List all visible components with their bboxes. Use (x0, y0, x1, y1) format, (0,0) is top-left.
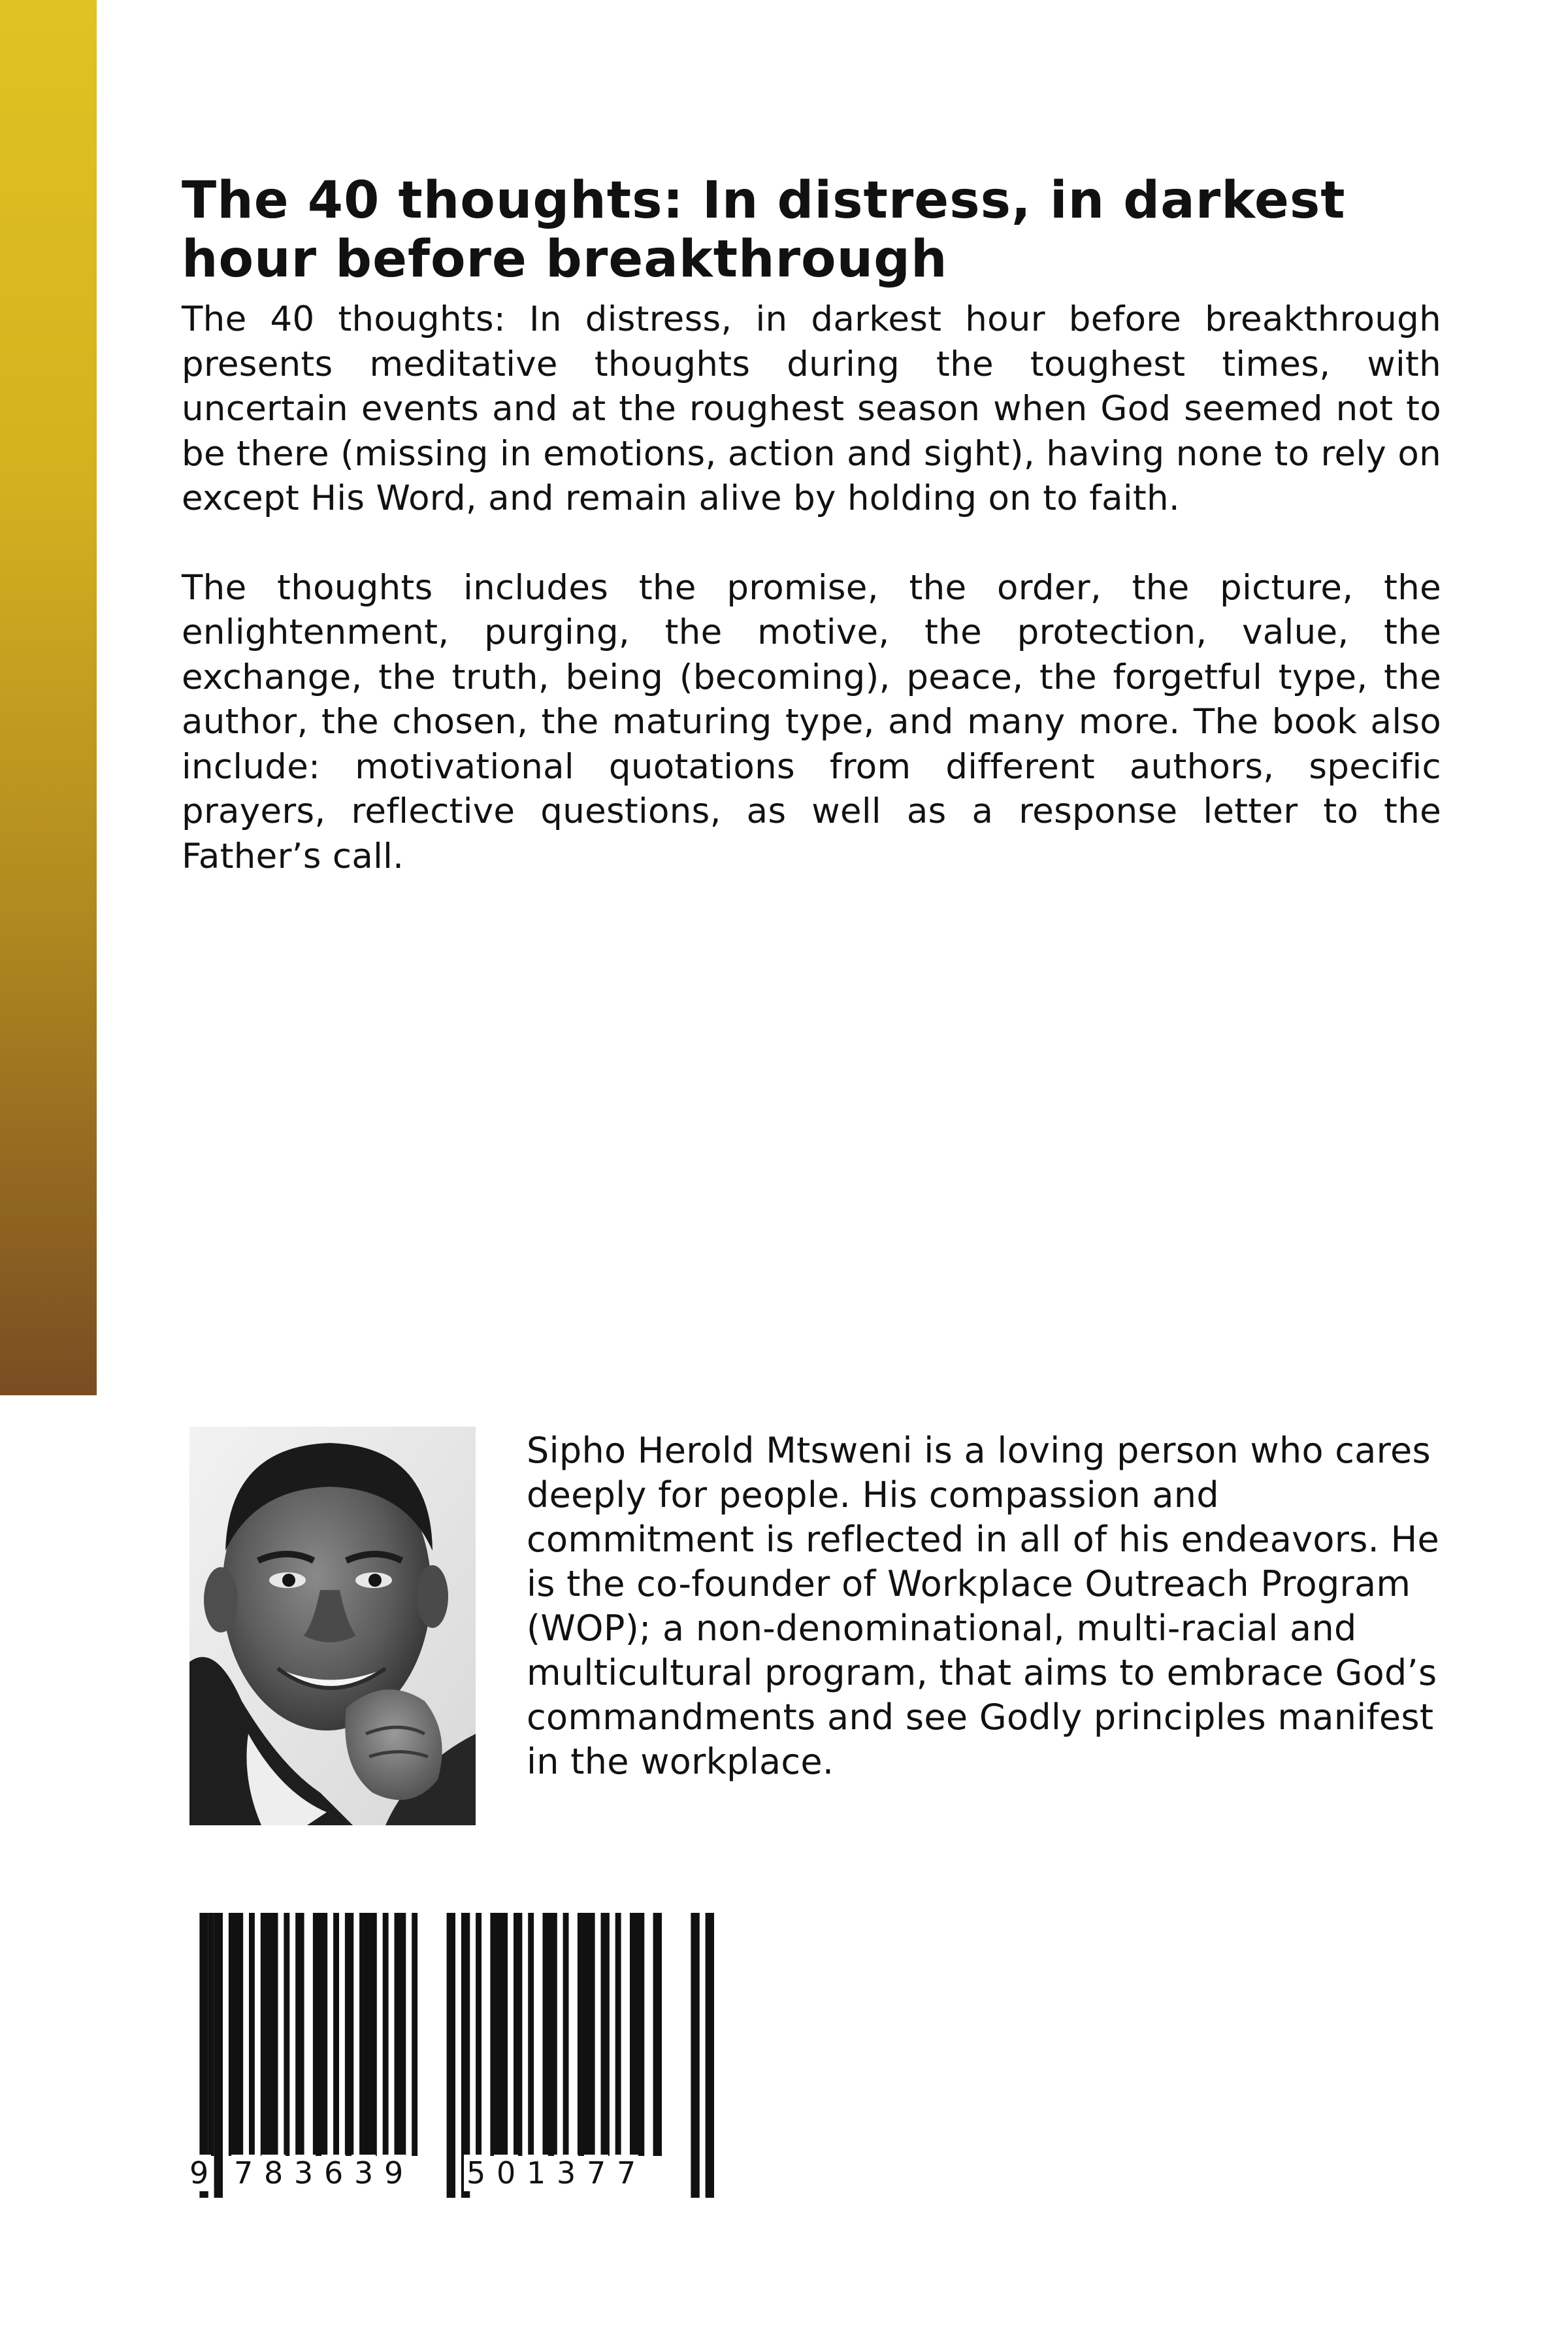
synopsis-paragraph-2: The thoughts includes the promise, the order, the picture, the enlightenment, purging, the motive, the protection, value, the exchange, the truth, being (becoming), peace, the forgetful type, the author, the chosen, the maturing type, and many more. The book also include: motivational quotations from different authors, specific prayers, reflective questions, as well as a response letter to the Father’s call. (182, 567, 1441, 876)
barcode-digit: 9 (187, 2155, 211, 2191)
barcode-digit: 3 (291, 2155, 316, 2191)
barcode-bar (412, 1913, 417, 2156)
barcode-bar (359, 1913, 377, 2156)
barcode-bar (261, 1913, 278, 2156)
barcode-bar (208, 1913, 214, 2156)
barcode-bar (229, 1913, 243, 2156)
barcode-digit: 9 (382, 2155, 406, 2191)
barcode-digit: 7 (584, 2155, 608, 2191)
barcode-digit: 8 (261, 2155, 286, 2191)
barcode-digit: 3 (554, 2155, 578, 2191)
barcode-bar (514, 1913, 522, 2156)
barcode-bar (313, 1913, 327, 2156)
barcode-digit: 7 (614, 2155, 638, 2191)
barcode-bar (395, 1913, 406, 2156)
isbn-barcode (191, 1913, 721, 2198)
barcode-bar (249, 1913, 255, 2156)
barcode-bar (601, 1913, 610, 2156)
barcode-digit: 1 (524, 2155, 548, 2191)
barcode-digit: 3 (351, 2155, 376, 2191)
barcode-bar (284, 1913, 289, 2156)
barcode-bar (615, 1913, 621, 2156)
barcode-bar (345, 1913, 353, 2156)
book-title: The 40 thoughts: In distress, in darkest hour before breakthrough (182, 171, 1346, 289)
author-portrait-illustration (189, 1427, 476, 1825)
barcode-bar (563, 1913, 569, 2156)
barcode-bar (543, 1913, 557, 2156)
book-synopsis (182, 297, 1441, 879)
barcode-digit: 0 (494, 2155, 518, 2191)
barcode-digit: 5 (464, 2155, 488, 2191)
barcode-bar (476, 1913, 482, 2156)
barcode-digits (191, 2155, 721, 2194)
synopsis-paragraph-1: The 40 thoughts: In distress, in darkest hour before breakthrough presents meditative thoughts during the toughest times, with uncertain events and at the roughest season when God seemed not to be there (missing in emotions, action and sight), having none to rely on except His Word, and remain alive by holding on to faith. (182, 299, 1441, 518)
barcode-bar (333, 1913, 339, 2156)
barcode-bar (490, 1913, 508, 2156)
barcode-bar (653, 1913, 662, 2156)
barcode-bar (630, 1913, 644, 2156)
barcode-bar (528, 1913, 534, 2156)
author-photo (189, 1427, 476, 1825)
spine-accent-bar (0, 0, 97, 1395)
barcode-bar (295, 1913, 304, 2156)
barcode-digit: 6 (321, 2155, 346, 2191)
barcode-bar (578, 1913, 595, 2156)
barcode-bar (383, 1913, 389, 2156)
author-bio: Sipho Herold Mtsweni is a loving person who cares deeply for people. His compassion and commitment is reflected in all of his endeavors. He is the co-founder of Workplace Outreach Program (WOP); a non-denominational, multi-racial and multicultural program, that aims to embrace God’s commandments and see Godly principles manifest in the workplace. (527, 1430, 1440, 1782)
barcode-digit: 7 (231, 2155, 255, 2191)
